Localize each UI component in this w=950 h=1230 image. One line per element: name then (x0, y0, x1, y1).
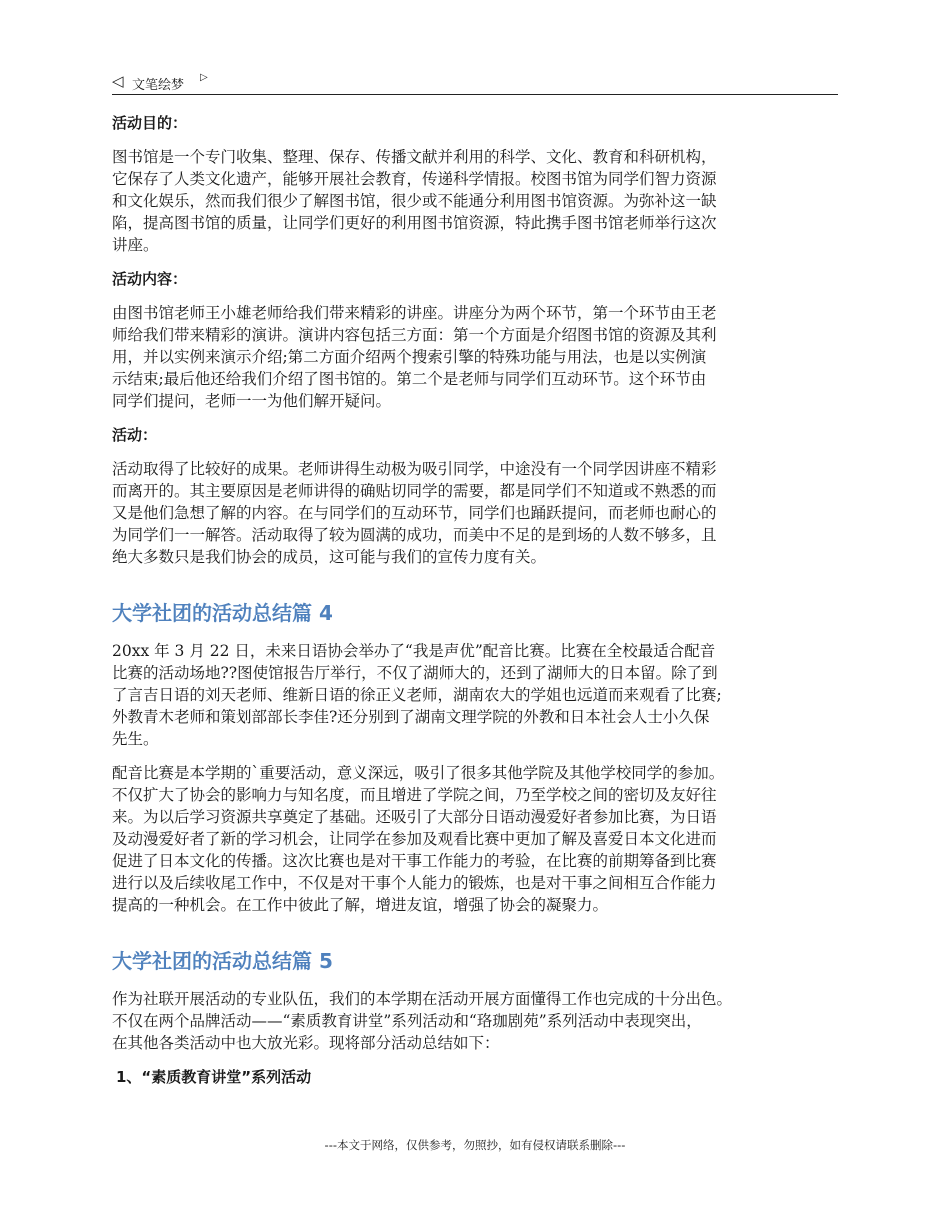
triangle-left-icon: ◁ (112, 72, 124, 90)
content-paragraph: 由图书馆老师王小雄老师给我们带来精彩的讲座。讲座分为两个环节，第一个环节由王老 师给我们带来精彩的演讲。演讲内容包括三方面：第一个方面是介绍图书馆的资源及其利 用，并以实例来演示介绍;第二方面介绍两个搜索引擎的特殊功能与用法，也是以实例演 示结束;最后他还给我们介绍了图书馆的。第二个是老师与同学们互动环节。这个环节由 同学们提问，老师一一为他们解开疑问。 (112, 304, 717, 410)
result-label: 活动： (112, 426, 158, 444)
result-paragraph: 活动取得了比较好的成果。老师讲得生动极为吸引同学，中途没有一个同学因讲座不精彩 而离开的。其主要原因是老师讲得的确贴切同学的需要，都是同学们不知道或不熟悉的而 又是他们急想了解的内容。在与同学们的互动环节，同学们也踊跃提问，而老师也耐心的 为同学们一一解答。活动取得了较为圆满的成功，而美中不足的是到场的人数不够多，且 绝大多数只是我们协会的成员，这可能与我们的宣传力度有关。 (112, 460, 717, 566)
article5-paragraph-1: 作为社联开展活动的专业队伍，我们的本学期在活动开展方面懂得工作也完成的十分出色。 不仅在两个品牌活动——“素质教育讲堂”系列活动和“珞珈剧苑”系列活动中表现突出， 在其他各类活动中也大放光彩。现将部分活动总结如下： (112, 990, 733, 1052)
document-body (112, 112, 842, 1088)
purpose-paragraph: 图书馆是一个专门收集、整理、保存、传播文献并利用的科学、文化、教育和科研机构， 它保存了人类文化遗产，能够开展社会教育，传递科学情报。校图书馆为同学们智力资源 和文化娱乐，然而我们很少了解图书馆，很少或不能通分利用图书馆资源。为弥补这一缺 陷，提高图书馆的质量，让同学们更好的利用图书馆资源，特此携手图书馆老师举行这次 讲座。 (112, 148, 717, 254)
purpose-label: 活动目的： (112, 114, 188, 132)
article4-paragraph-2: 配音比赛是本学期的`重要活动，意义深远，吸引了很多其他学院及其他学校同学的参加。 不仅扩大了协会的影响力与知名度，而且增进了学院之间，乃至学校之间的密切及友好往 来。为以后学习资源共享奠定了基础。还吸引了大部分日语动漫爱好者参加比赛，为日语 及动漫爱好者了新的学习机会，让同学在参加及观看比赛中更加了解及喜爱日本文化进而 促进了日本文化的传播。这次比赛也是对干事工作能力的考验，在比赛的前期筹备到比赛 进行以及后续收尾工作中，不仅是对干事个人能力的锻炼，也是对干事之间相互合作能力 提高的一种机会。在工作中彼此了解，增进友谊，增强了协会的凝聚力。 (112, 764, 725, 914)
article4-paragraph-1: 20xx 年 3 月 22 日，未来日语协会举办了“我是声优”配音比赛。比赛在全校最适合配音 比赛的活动场地??图使馆报告厅举行，不仅了湖师大的，还到了湖师大的日本留。除了到 了言吉日语的刘天老师、维新日语的徐正义老师，湖南农大的学姐也远道而来观看了比赛; 外教青木老师和策划部部长李佳?还分别到了湖南文理学院的外教和日本社会人士小久保 先生。 (112, 642, 722, 748)
brand-name: 文笔绘梦 (132, 78, 185, 93)
article5-heading: 大学社团的活动总结篇 5 (112, 949, 333, 973)
page-footer: ---本文于网络，仅供参考，勿照抄，如有侵权请联系删除--- (324, 1138, 626, 1152)
article5-subheading: 1、“素质教育讲堂”系列活动 (116, 1068, 312, 1086)
page-header (112, 70, 838, 95)
article4-heading: 大学社团的活动总结篇 4 (112, 601, 333, 625)
content-label: 活动内容： (112, 270, 188, 288)
triangle-right-icon: ▷ (200, 72, 208, 83)
